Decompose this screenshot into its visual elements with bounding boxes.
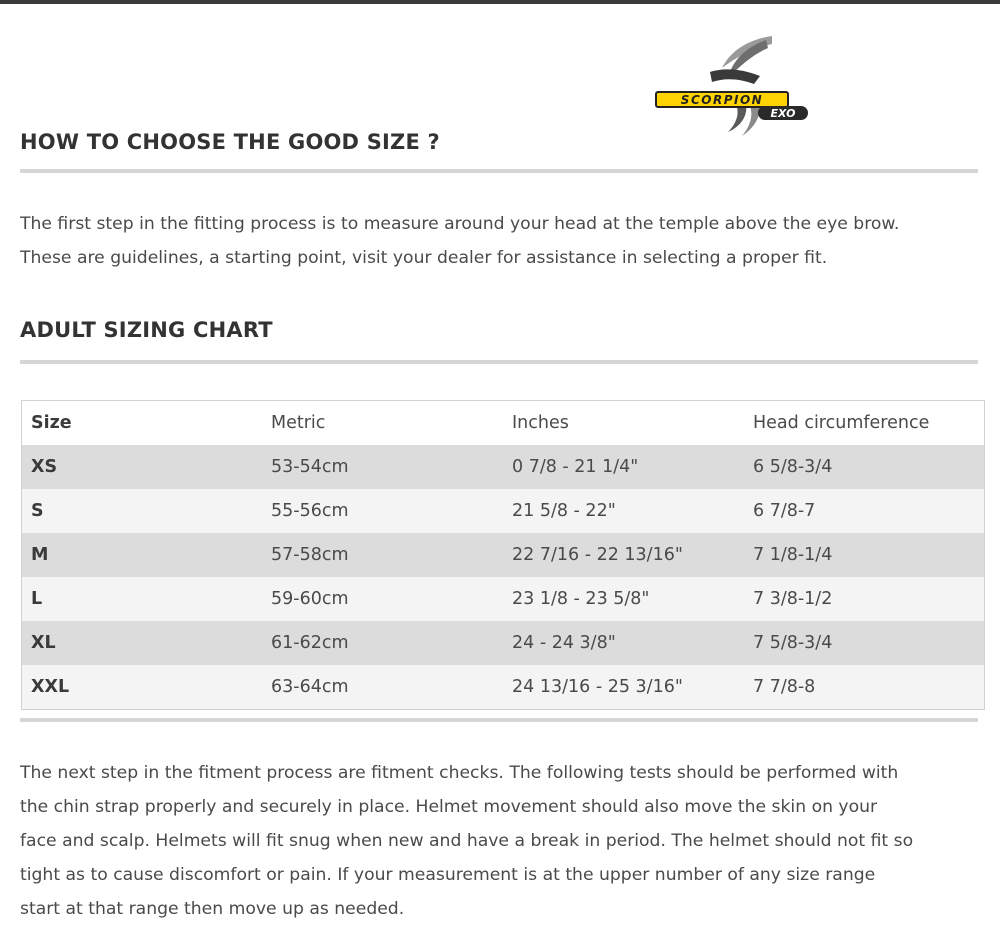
metric-cell: 55-56cm	[262, 489, 503, 533]
fitment-line: tight as to cause discomfort or pain. If your measurement is at the upper number of any size range	[20, 865, 876, 885]
head-cell: 7 5/8-3/4	[744, 621, 984, 665]
page-title: HOW TO CHOOSE THE GOOD SIZE ?	[20, 130, 440, 154]
size-cell: XS	[22, 445, 262, 489]
table-row	[22, 621, 984, 665]
fitment-line: the chin strap properly and securely in place. Helmet movement should also move the skin on your	[20, 797, 878, 817]
fitment-line: face and scalp. Helmets will fit snug when new and have a break in period. The helmet should not fit so	[20, 831, 914, 851]
intro-line: The first step in the fitting process is to measure around your head at the temple above the eye brow.	[20, 214, 900, 234]
inches-cell: 24 13/16 - 25 3/16"	[503, 665, 744, 709]
inches-cell: 22 7/16 - 22 13/16"	[503, 533, 744, 577]
size-cell: M	[22, 533, 262, 577]
head-cell: 7 1/8-1/4	[744, 533, 984, 577]
head-cell: 7 3/8-1/2	[744, 577, 984, 621]
table-row	[22, 533, 984, 577]
table-row	[22, 577, 984, 621]
head-cell: 6 5/8-3/4	[744, 445, 984, 489]
inches-cell: 23 1/8 - 23 5/8"	[503, 577, 744, 621]
scorpion-logo-icon	[650, 32, 812, 138]
table-row	[22, 489, 984, 533]
sizing-table	[22, 401, 984, 709]
column-header-metric: Metric	[271, 413, 326, 433]
intro-paragraph	[20, 207, 980, 275]
fitment-line: start at that range then move up as needed.	[20, 899, 405, 919]
fitment-paragraph	[20, 756, 980, 926]
column-header-head-circumference: Head circumference	[753, 413, 930, 433]
size-cell: XL	[22, 621, 262, 665]
intro-line: These are guidelines, a starting point, visit your dealer for assistance in selecting a proper fit.	[20, 248, 828, 268]
metric-cell: 61-62cm	[262, 621, 503, 665]
table-row	[22, 665, 984, 709]
head-cell: 7 7/8-8	[744, 665, 984, 709]
svg-text:EXO: EXO	[770, 107, 796, 120]
size-cell: S	[22, 489, 262, 533]
top-border	[0, 0, 1000, 4]
fitment-line: The next step in the fitment process are fitment checks. The following tests should be performed with	[20, 763, 899, 783]
table-bottom-divider	[20, 718, 978, 722]
metric-cell: 53-54cm	[262, 445, 503, 489]
sizing-table-container	[21, 400, 985, 710]
chart-title-divider	[20, 360, 978, 364]
inches-cell: 0 7/8 - 21 1/4"	[503, 445, 744, 489]
metric-cell: 63-64cm	[262, 665, 503, 709]
inches-cell: 24 - 24 3/8"	[503, 621, 744, 665]
metric-cell: 59-60cm	[262, 577, 503, 621]
title-divider	[20, 169, 978, 173]
chart-title: ADULT SIZING CHART	[20, 318, 273, 342]
size-cell: L	[22, 577, 262, 621]
size-cell: XXL	[22, 665, 262, 709]
column-header-inches: Inches	[512, 413, 569, 433]
metric-cell: 57-58cm	[262, 533, 503, 577]
table-row	[22, 445, 984, 489]
svg-text:SCORPION: SCORPION	[680, 93, 764, 107]
column-header-size: Size	[31, 413, 72, 433]
table-header-row	[22, 401, 984, 445]
inches-cell: 21 5/8 - 22"	[503, 489, 744, 533]
head-cell: 6 7/8-7	[744, 489, 984, 533]
scorpion-exo-logo	[650, 32, 812, 138]
